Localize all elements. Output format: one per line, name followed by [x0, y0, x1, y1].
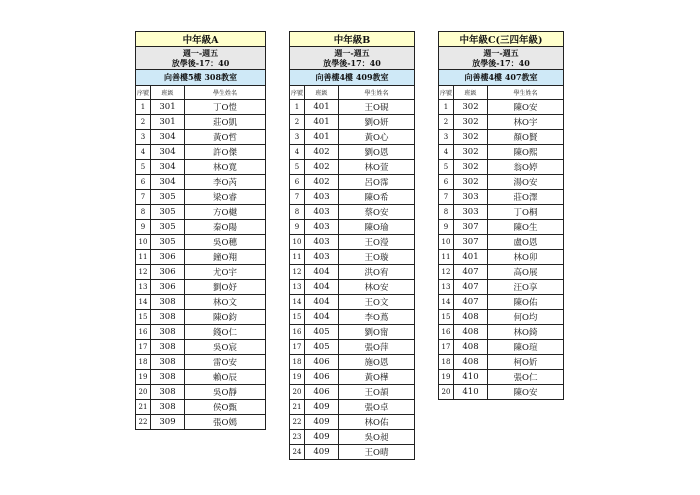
table-row — [136, 280, 266, 295]
seq-cell: 17 — [439, 340, 454, 355]
class-cell: 303 — [454, 190, 488, 205]
table-row — [439, 385, 564, 400]
seq-cell: 15 — [290, 310, 305, 325]
table-row — [290, 175, 415, 190]
roster-sheet-b — [289, 31, 415, 460]
class-cell: 305 — [151, 220, 185, 235]
student-name-cell: 林O寬 — [185, 160, 266, 175]
table-row — [290, 220, 415, 235]
seq-cell: 21 — [136, 400, 151, 415]
table-row — [290, 250, 415, 265]
seq-cell: 5 — [136, 160, 151, 175]
schedule-block — [439, 47, 564, 70]
class-cell: 308 — [151, 325, 185, 340]
seq-cell: 1 — [290, 100, 305, 115]
class-cell: 409 — [305, 400, 339, 415]
table-row — [290, 340, 415, 355]
table-row — [136, 130, 266, 145]
student-name-cell: 梁O睿 — [185, 190, 266, 205]
table-row — [439, 175, 564, 190]
seq-cell: 8 — [290, 205, 305, 220]
seq-cell: 18 — [439, 355, 454, 370]
seq-cell: 8 — [136, 205, 151, 220]
schedule-days: 週一-週五 — [483, 48, 519, 58]
student-name-cell: 蔡O安 — [339, 205, 415, 220]
table-row — [290, 295, 415, 310]
seq-cell: 2 — [439, 115, 454, 130]
table-row — [136, 340, 266, 355]
table-row — [136, 190, 266, 205]
seq-cell: 4 — [136, 145, 151, 160]
class-cell: 402 — [305, 160, 339, 175]
class-title: 中年級C(三四年級) — [439, 32, 564, 47]
schedule-time: 放學後-17：40 — [171, 58, 230, 68]
table-row — [136, 205, 266, 220]
class-cell: 408 — [454, 340, 488, 355]
student-name-cell: 何O均 — [488, 310, 564, 325]
seq-cell: 10 — [439, 235, 454, 250]
student-name-cell: 林O文 — [185, 295, 266, 310]
seq-cell: 9 — [290, 220, 305, 235]
student-name-cell: 王O頡 — [339, 385, 415, 400]
class-cell: 306 — [151, 265, 185, 280]
seq-cell: 6 — [439, 175, 454, 190]
class-cell: 405 — [305, 325, 339, 340]
class-cell: 404 — [305, 310, 339, 325]
table-row — [136, 310, 266, 325]
seq-cell: 13 — [439, 280, 454, 295]
class-cell: 409 — [305, 445, 339, 460]
student-name-cell: 秦O陽 — [185, 220, 266, 235]
class-cell: 307 — [454, 235, 488, 250]
header-class: 班級 — [454, 86, 488, 100]
class-cell: 402 — [305, 145, 339, 160]
class-cell: 306 — [151, 280, 185, 295]
class-cell: 308 — [151, 310, 185, 325]
seq-cell: 8 — [439, 205, 454, 220]
table-row — [439, 130, 564, 145]
seq-cell: 18 — [290, 355, 305, 370]
seq-cell: 20 — [136, 385, 151, 400]
header-seq: 序號 — [290, 86, 305, 100]
student-name-cell: 吳O穗 — [185, 235, 266, 250]
class-cell: 304 — [151, 145, 185, 160]
seq-cell: 18 — [136, 355, 151, 370]
class-cell: 407 — [454, 295, 488, 310]
table-row — [439, 280, 564, 295]
room-location: 向善樓4樓 409教室 — [290, 70, 415, 86]
student-name-cell: 陳O佑 — [488, 295, 564, 310]
table-row — [290, 100, 415, 115]
seq-cell: 14 — [136, 295, 151, 310]
student-name-cell: 錢O仁 — [185, 325, 266, 340]
seq-cell: 19 — [290, 370, 305, 385]
seq-cell: 20 — [439, 385, 454, 400]
class-cell: 403 — [305, 205, 339, 220]
seq-cell: 14 — [290, 295, 305, 310]
class-cell: 301 — [151, 100, 185, 115]
roster-table — [438, 31, 564, 400]
student-name-cell: 陳O生 — [488, 220, 564, 235]
class-cell: 403 — [305, 220, 339, 235]
table-row — [439, 205, 564, 220]
table-row — [290, 385, 415, 400]
table-row — [439, 325, 564, 340]
student-name-cell: 湯O安 — [488, 175, 564, 190]
student-name-cell: 張O萍 — [339, 340, 415, 355]
table-row — [136, 295, 266, 310]
table-row — [290, 145, 415, 160]
class-cell: 302 — [454, 115, 488, 130]
seq-cell: 12 — [136, 265, 151, 280]
student-name-cell: 尤O宇 — [185, 265, 266, 280]
schedule-days: 週一-週五 — [334, 48, 370, 58]
seq-cell: 20 — [290, 385, 305, 400]
seq-cell: 7 — [290, 190, 305, 205]
class-cell: 410 — [454, 385, 488, 400]
table-row — [290, 370, 415, 385]
class-cell: 403 — [305, 250, 339, 265]
table-row — [439, 235, 564, 250]
seq-cell: 16 — [136, 325, 151, 340]
table-row — [290, 430, 415, 445]
student-name-cell: 李O芮 — [185, 175, 266, 190]
seq-cell: 3 — [290, 130, 305, 145]
class-cell: 406 — [305, 370, 339, 385]
student-name-cell: 陳O熙 — [488, 145, 564, 160]
seq-cell: 1 — [136, 100, 151, 115]
table-row — [136, 115, 266, 130]
class-cell: 404 — [305, 295, 339, 310]
table-row — [136, 415, 266, 430]
student-name-cell: 丁O愷 — [185, 100, 266, 115]
student-name-cell: 王O瀅 — [339, 235, 415, 250]
seq-cell: 9 — [136, 220, 151, 235]
table-row — [290, 235, 415, 250]
seq-cell: 5 — [290, 160, 305, 175]
student-name-cell: 高O展 — [488, 265, 564, 280]
seq-cell: 3 — [136, 130, 151, 145]
seq-cell: 6 — [290, 175, 305, 190]
class-cell: 301 — [151, 115, 185, 130]
seq-cell: 19 — [136, 370, 151, 385]
class-cell: 404 — [305, 280, 339, 295]
class-cell: 403 — [305, 235, 339, 250]
seq-cell: 13 — [136, 280, 151, 295]
table-row — [136, 160, 266, 175]
student-name-cell: 鐘O翔 — [185, 250, 266, 265]
seq-cell: 16 — [290, 325, 305, 340]
table-row — [290, 190, 415, 205]
student-name-cell: 林O宇 — [488, 115, 564, 130]
student-name-cell: 洪O宥 — [339, 265, 415, 280]
student-name-cell: 陳O希 — [339, 190, 415, 205]
table-row — [439, 190, 564, 205]
student-name-cell: 方O樾 — [185, 205, 266, 220]
student-name-cell: 王O硯 — [339, 100, 415, 115]
schedule-time: 放學後-17：40 — [323, 58, 381, 68]
class-cell: 401 — [305, 100, 339, 115]
header-student-name: 學生姓名 — [339, 86, 415, 100]
class-cell: 302 — [454, 160, 488, 175]
student-name-cell: 顏O賢 — [488, 130, 564, 145]
class-cell: 308 — [151, 295, 185, 310]
seq-cell: 22 — [290, 415, 305, 430]
seq-cell: 4 — [439, 145, 454, 160]
seq-cell: 9 — [439, 220, 454, 235]
class-cell: 305 — [151, 205, 185, 220]
class-cell: 308 — [151, 355, 185, 370]
class-cell: 308 — [151, 385, 185, 400]
seq-cell: 7 — [136, 190, 151, 205]
class-cell: 403 — [305, 190, 339, 205]
seq-cell: 2 — [290, 115, 305, 130]
student-name-cell: 施O恩 — [339, 355, 415, 370]
table-row — [290, 205, 415, 220]
student-name-cell: 李O蔦 — [339, 310, 415, 325]
class-cell: 408 — [454, 325, 488, 340]
table-row — [136, 370, 266, 385]
roster-sheet-a — [135, 31, 266, 430]
class-cell: 304 — [151, 130, 185, 145]
header-class: 班級 — [151, 86, 185, 100]
class-title: 中年級B — [290, 32, 415, 47]
table-row — [439, 340, 564, 355]
header-student-name: 學生姓名 — [488, 86, 564, 100]
table-row — [439, 115, 564, 130]
seq-cell: 10 — [290, 235, 305, 250]
table-row — [136, 325, 266, 340]
student-name-cell: 柯O妡 — [488, 355, 564, 370]
table-row — [439, 220, 564, 235]
table-row — [290, 265, 415, 280]
seq-cell: 24 — [290, 445, 305, 460]
class-title: 中年級A — [136, 32, 266, 47]
class-cell: 408 — [454, 355, 488, 370]
roster-sheet-c — [438, 31, 564, 400]
student-name-cell: 林O佑 — [339, 415, 415, 430]
table-row — [290, 400, 415, 415]
student-name-cell: 林O安 — [339, 280, 415, 295]
student-name-cell: 丁O桐 — [488, 205, 564, 220]
student-name-cell: 劉O妤 — [185, 280, 266, 295]
table-row — [439, 370, 564, 385]
student-name-cell: 張O卓 — [339, 400, 415, 415]
seq-cell: 21 — [290, 400, 305, 415]
class-cell: 401 — [305, 130, 339, 145]
student-name-cell: 翁O婷 — [488, 160, 564, 175]
student-name-cell: 吳O宸 — [185, 340, 266, 355]
table-row — [290, 415, 415, 430]
seq-cell: 12 — [290, 265, 305, 280]
student-name-cell: 侯O甄 — [185, 400, 266, 415]
class-cell: 307 — [454, 220, 488, 235]
seq-cell: 1 — [439, 100, 454, 115]
seq-cell: 12 — [439, 265, 454, 280]
room-location: 向善樓5樓 308教室 — [136, 70, 266, 86]
table-row — [136, 385, 266, 400]
class-cell: 302 — [454, 100, 488, 115]
class-cell: 304 — [151, 160, 185, 175]
header-seq: 序號 — [439, 86, 454, 100]
class-cell: 402 — [305, 175, 339, 190]
seq-cell: 7 — [439, 190, 454, 205]
table-row — [136, 400, 266, 415]
student-name-cell: 張O嫣 — [185, 415, 266, 430]
class-cell: 305 — [151, 190, 185, 205]
student-name-cell: 陳O瑄 — [488, 340, 564, 355]
class-cell: 309 — [151, 415, 185, 430]
table-row — [136, 250, 266, 265]
seq-cell: 15 — [136, 310, 151, 325]
student-name-cell: 黃O樺 — [339, 370, 415, 385]
student-name-cell: 王O文 — [339, 295, 415, 310]
table-row — [136, 100, 266, 115]
student-name-cell: 賴O辰 — [185, 370, 266, 385]
student-name-cell: 盧O恩 — [488, 235, 564, 250]
student-name-cell: 張O仁 — [488, 370, 564, 385]
seq-cell: 15 — [439, 310, 454, 325]
class-cell: 410 — [454, 370, 488, 385]
table-row — [290, 310, 415, 325]
class-cell: 308 — [151, 400, 185, 415]
seq-cell: 16 — [439, 325, 454, 340]
roster-table — [135, 31, 266, 430]
seq-cell: 11 — [290, 250, 305, 265]
seq-cell: 17 — [290, 340, 305, 355]
seq-cell: 22 — [136, 415, 151, 430]
class-cell: 409 — [305, 415, 339, 430]
header-seq: 序號 — [136, 86, 151, 100]
class-cell: 409 — [305, 430, 339, 445]
class-cell: 407 — [454, 265, 488, 280]
class-cell: 302 — [454, 175, 488, 190]
student-name-cell: 汪O享 — [488, 280, 564, 295]
table-row — [136, 355, 266, 370]
table-row — [290, 355, 415, 370]
seq-cell: 11 — [439, 250, 454, 265]
table-row — [439, 145, 564, 160]
table-row — [290, 280, 415, 295]
seq-cell: 11 — [136, 250, 151, 265]
student-name-cell: 王O晴 — [339, 445, 415, 460]
class-cell: 406 — [305, 355, 339, 370]
class-cell: 302 — [454, 130, 488, 145]
class-cell: 306 — [151, 250, 185, 265]
student-name-cell: 呂O霈 — [339, 175, 415, 190]
student-name-cell: 莊O凱 — [185, 115, 266, 130]
class-cell: 408 — [454, 310, 488, 325]
class-cell: 405 — [305, 340, 339, 355]
student-name-cell: 陳O瑜 — [339, 220, 415, 235]
table-row — [136, 175, 266, 190]
table-row — [136, 145, 266, 160]
student-name-cell: 林O卯 — [488, 250, 564, 265]
class-cell: 308 — [151, 340, 185, 355]
student-name-cell: 劉O甯 — [339, 325, 415, 340]
header-student-name: 學生姓名 — [185, 86, 266, 100]
table-row — [290, 445, 415, 460]
seq-cell: 13 — [290, 280, 305, 295]
student-name-cell: 陳O安 — [488, 385, 564, 400]
seq-cell: 3 — [439, 130, 454, 145]
class-cell: 404 — [305, 265, 339, 280]
seq-cell: 23 — [290, 430, 305, 445]
student-name-cell: 林O萱 — [339, 160, 415, 175]
seq-cell: 4 — [290, 145, 305, 160]
table-row — [439, 250, 564, 265]
schedule-days: 週一-週五 — [182, 48, 219, 58]
table-row — [136, 220, 266, 235]
table-row — [439, 310, 564, 325]
student-name-cell: 黃O哲 — [185, 130, 266, 145]
student-name-cell: 林O錡 — [488, 325, 564, 340]
table-row — [439, 100, 564, 115]
class-cell: 302 — [454, 145, 488, 160]
seq-cell: 6 — [136, 175, 151, 190]
student-name-cell: 雷O安 — [185, 355, 266, 370]
class-cell: 308 — [151, 370, 185, 385]
table-row — [290, 325, 415, 340]
schedule-time: 放學後-17：40 — [472, 58, 530, 68]
schedule-block — [290, 47, 415, 70]
table-row — [136, 265, 266, 280]
class-cell: 304 — [151, 175, 185, 190]
student-name-cell: 劉O妍 — [339, 115, 415, 130]
student-name-cell: 陳O鈞 — [185, 310, 266, 325]
seq-cell: 10 — [136, 235, 151, 250]
class-cell: 406 — [305, 385, 339, 400]
seq-cell: 5 — [439, 160, 454, 175]
class-cell: 401 — [454, 250, 488, 265]
table-row — [439, 295, 564, 310]
header-class: 班級 — [305, 86, 339, 100]
seq-cell: 2 — [136, 115, 151, 130]
student-name-cell: 劉O恩 — [339, 145, 415, 160]
student-name-cell: 許O傑 — [185, 145, 266, 160]
class-cell: 407 — [454, 280, 488, 295]
table-row — [439, 355, 564, 370]
table-row — [290, 130, 415, 145]
class-cell: 401 — [305, 115, 339, 130]
student-name-cell: 王O璇 — [339, 250, 415, 265]
student-name-cell: 黃O心 — [339, 130, 415, 145]
table-row — [290, 160, 415, 175]
table-row — [290, 115, 415, 130]
class-cell: 303 — [454, 205, 488, 220]
student-name-cell: 吳O靜 — [185, 385, 266, 400]
seq-cell: 14 — [439, 295, 454, 310]
room-location: 向善樓4樓 407教室 — [439, 70, 564, 86]
table-row — [136, 235, 266, 250]
roster-table — [289, 31, 415, 460]
seq-cell: 19 — [439, 370, 454, 385]
seq-cell: 17 — [136, 340, 151, 355]
class-cell: 305 — [151, 235, 185, 250]
student-name-cell: 莊O澤 — [488, 190, 564, 205]
student-name-cell: 陳O安 — [488, 100, 564, 115]
student-name-cell: 吳O昶 — [339, 430, 415, 445]
table-row — [439, 160, 564, 175]
table-row — [439, 265, 564, 280]
schedule-block — [136, 47, 266, 70]
